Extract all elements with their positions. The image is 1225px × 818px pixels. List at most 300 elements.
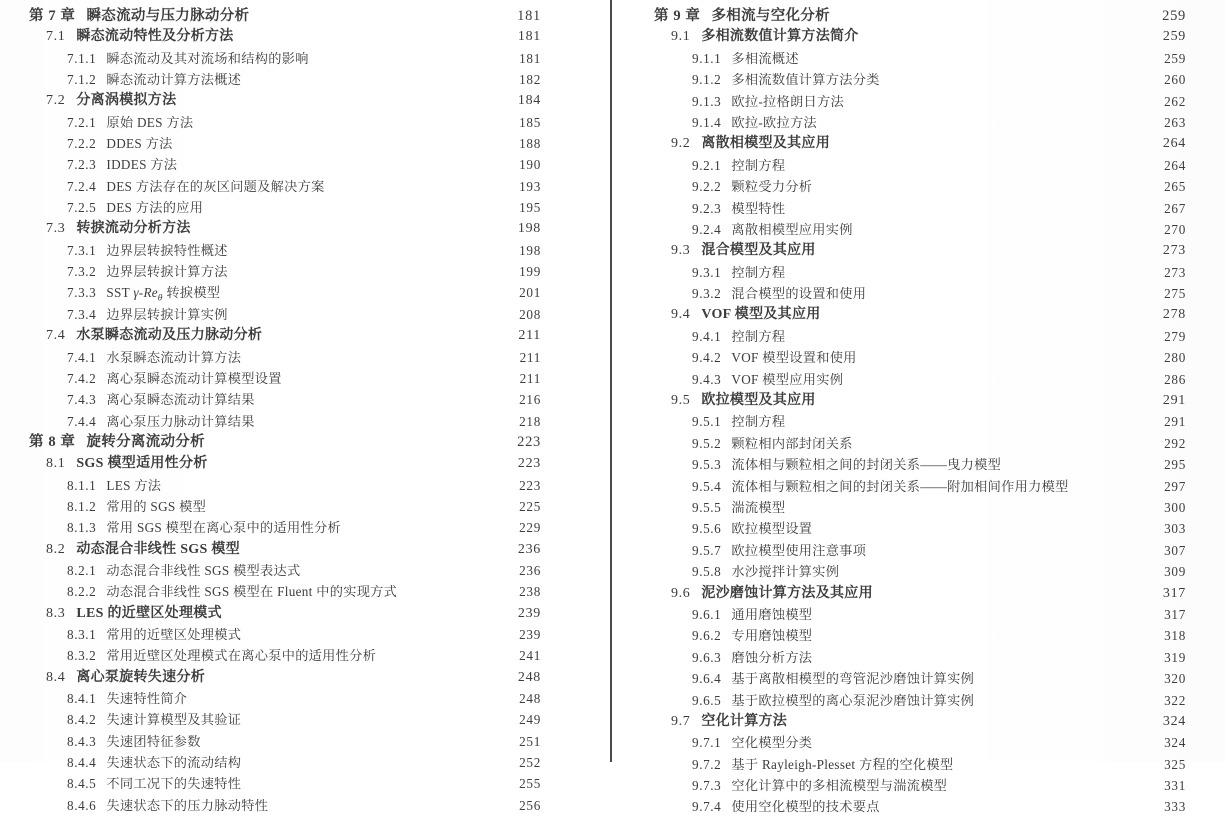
toc-leader-dots (225, 603, 509, 617)
toc-entry-label (67, 304, 228, 325)
toc-entry-label (67, 731, 201, 752)
toc-page-number: 317 (1162, 585, 1186, 601)
toc-leader-dots (842, 563, 1154, 576)
toc-entry-number: 9.6.1 (692, 606, 722, 622)
toc-entry-number: 8.2.2 (67, 584, 97, 600)
toc-entry-label (46, 90, 176, 111)
toc-leader-dots (304, 562, 509, 575)
toc-page-number: 309 (1164, 564, 1186, 580)
toc-entry-label (671, 304, 821, 325)
toc-leader-dots (205, 432, 509, 447)
toc-entry-title: 空化计算方法 (701, 713, 788, 729)
toc-page-number: 223 (517, 434, 541, 451)
toc-entry-number: 9.5.3 (692, 457, 722, 473)
toc-entry[interactable] (654, 91, 1186, 112)
toc-entry-title: 欧拉模型使用注意事项 (731, 542, 867, 558)
toc-entry-label (692, 155, 785, 176)
toc-entry-title: 流体相与颗粒相之间的封闭关系——曳力模型 (731, 457, 1002, 473)
toc-page-number: 292 (1164, 435, 1186, 451)
toc-leader-dots (328, 178, 509, 191)
toc-entry-label (67, 475, 161, 496)
toc-leader-dots (950, 777, 1154, 790)
toc-entry-number: 7.2.2 (67, 136, 97, 152)
toc-entry-number: 9.6.3 (692, 649, 722, 665)
toc-leader-dots (815, 606, 1154, 619)
toc-leader-dots (1004, 456, 1154, 469)
toc-page-number: 295 (1164, 457, 1186, 473)
toc-entry[interactable] (29, 218, 541, 239)
toc-entry-label (67, 154, 177, 175)
toc-entry-number: 8.1.2 (67, 498, 97, 514)
toc-entry-number: 8.2.1 (67, 562, 97, 578)
toc-entry-number: 9.3 (671, 243, 691, 259)
toc-entry-number: 9.4.1 (692, 328, 722, 344)
toc-entry[interactable] (654, 668, 1186, 689)
toc-page-number: 260 (1164, 72, 1186, 88)
toc-entry[interactable] (654, 454, 1186, 475)
toc-page-number: 259 (1162, 7, 1186, 24)
toc-page-number: 181 (519, 50, 541, 66)
toc-page-number: 190 (519, 157, 541, 173)
toc-leader-dots (869, 285, 1154, 298)
toc-leader-dots (856, 221, 1154, 234)
toc-entry-title: 空化计算中的多相流模型与湍流模型 (731, 778, 948, 794)
toc-entry[interactable] (654, 69, 1186, 90)
toc-entry[interactable] (29, 197, 541, 218)
toc-entry-number: 9.6.4 (692, 671, 722, 687)
toc-entry-number: 7.3.3 (67, 285, 97, 301)
toc-entry[interactable] (654, 583, 1186, 604)
toc-leader-dots (258, 391, 509, 404)
toc-entry-number: 9.7.2 (692, 756, 722, 772)
toc-entry-title: 控制方程 (731, 157, 786, 173)
toc-entry-number: 9.2.2 (692, 179, 722, 195)
toc-leader-dots (815, 734, 1154, 747)
toc-entry[interactable] (654, 262, 1186, 283)
toc-entry-label (692, 91, 844, 112)
toc-entry-title: 湍流模型 (731, 499, 786, 515)
toc-entry-number: 9.6 (671, 585, 691, 601)
toc-page-number: 236 (517, 541, 541, 557)
toc-leader-dots (344, 519, 509, 532)
toc-entry[interactable] (29, 475, 541, 496)
toc-entry-number: 8.1 (46, 456, 66, 472)
toc-page-number: 297 (1164, 478, 1186, 494)
toc-entry[interactable] (654, 26, 1186, 47)
toc-leader-dots (820, 114, 1154, 127)
toc-entry[interactable] (29, 176, 541, 197)
toc-page-number: 291 (1162, 393, 1186, 409)
toc-leader-dots (196, 114, 509, 127)
toc-leader-dots (209, 498, 509, 511)
toc-leader-dots (400, 583, 509, 596)
toc-entry-number: 7.4.1 (67, 349, 97, 365)
toc-entry-label (692, 604, 812, 625)
toc-leader-dots (833, 133, 1154, 147)
toc-entry-number: 9.1.1 (692, 50, 722, 66)
toc-entry[interactable] (29, 90, 541, 111)
toc-entry-label (67, 773, 241, 794)
toc-entry[interactable] (654, 647, 1186, 668)
toc-entry-number: 9.5.8 (692, 564, 722, 580)
toc-entry-label (671, 390, 816, 411)
toc-entry[interactable] (654, 283, 1186, 304)
toc-entry[interactable] (29, 240, 541, 261)
toc-entry[interactable] (654, 561, 1186, 582)
toc-entry[interactable] (29, 69, 541, 90)
toc-entry-title: 不同工况下的失速特性 (106, 776, 242, 792)
toc-entry-number: 9.7.3 (692, 778, 722, 794)
toc-entry-title: 边界层转捩计算方法 (106, 264, 228, 280)
toc-entry-title: 原始 DES 方法 (106, 114, 194, 130)
toc-entry-label (692, 690, 974, 711)
toc-entry-title: 离心泵压力脉动计算结果 (106, 413, 255, 429)
toc-page-number: 238 (519, 584, 541, 600)
toc-page-number: 236 (519, 562, 541, 578)
toc-entry-label (692, 347, 857, 368)
toc-entry-number: 8.2 (46, 541, 66, 557)
toc-page-number: 324 (1164, 735, 1186, 751)
toc-entry-label (46, 667, 205, 688)
toc-entry-number: 第 7 章 (29, 7, 76, 24)
toc-entry[interactable] (654, 347, 1186, 368)
toc-entry[interactable] (29, 432, 541, 453)
toc-page-number: 182 (519, 72, 541, 88)
toc-entry-title: 专用磨蚀模型 (731, 628, 813, 644)
toc-entry[interactable] (29, 389, 541, 410)
toc-entry[interactable] (654, 540, 1186, 561)
toc-entry-number: 9.4 (671, 307, 691, 323)
toc-entry-label (67, 389, 255, 410)
toc-entry-title: 控制方程 (731, 328, 786, 344)
toc-entry-label (67, 261, 228, 282)
toc-page-number: 275 (1164, 286, 1186, 302)
toc-entry-number: 9.5.7 (692, 542, 722, 558)
toc-entry-title: 失速特性简介 (106, 691, 188, 706)
toc-entry[interactable] (29, 709, 541, 730)
toc-leader-dots (790, 711, 1154, 725)
toc-entry-number: 9.5.2 (692, 435, 722, 451)
toc-entry[interactable] (654, 176, 1186, 197)
toc-leader-dots (815, 649, 1154, 662)
toc-entry[interactable] (29, 667, 541, 688)
toc-entry-number: 8.1.1 (67, 477, 97, 493)
toc-leader-dots (977, 670, 1154, 683)
toc-entry[interactable] (654, 433, 1186, 454)
toc-entry-title: 瞬态流动特性及分析方法 (76, 29, 234, 45)
toc-entry[interactable] (654, 390, 1186, 411)
toc-leader-dots (164, 476, 509, 489)
toc-entry-number: 7.1 (46, 29, 66, 45)
toc-page-number: 199 (519, 264, 541, 280)
toc-page-number: 259 (1164, 50, 1186, 66)
toc-page-number: 251 (519, 733, 541, 749)
toc-entry-number: 9.7.1 (692, 735, 722, 751)
toc-entry-number: 8.1.3 (67, 520, 97, 536)
toc-leader-dots (179, 90, 509, 104)
toc-entry-number: 9.7.4 (692, 799, 722, 815)
toc-entry[interactable] (654, 198, 1186, 219)
toc-leader-dots (231, 242, 509, 255)
toc-entry[interactable] (29, 624, 541, 645)
toc-entry-number: 7.2 (46, 93, 66, 109)
toc-entry[interactable] (654, 155, 1186, 176)
toc-leader-dots (802, 50, 1154, 63)
toc-entry-label (67, 795, 268, 816)
toc-entry-title: LES 方法 (106, 477, 162, 493)
toc-leader-dots (846, 370, 1154, 383)
toc-entry-number: 8.4.3 (67, 733, 97, 749)
toc-entry-number: 9.4.3 (692, 371, 722, 387)
toc-entry[interactable] (654, 219, 1186, 240)
toc-entry[interactable] (29, 581, 541, 602)
toc-entry[interactable] (654, 240, 1186, 261)
toc-entry-title: SGS 模型适用性分析 (76, 456, 208, 472)
toc-entry[interactable] (654, 5, 1186, 26)
toc-entry-label (46, 218, 191, 239)
toc-page-number: 322 (1164, 692, 1186, 708)
toc-entry-title: VOF 模型设置和使用 (731, 350, 857, 366)
toc-leader-dots (190, 690, 509, 703)
toc-entry-title: DDES 方法 (106, 136, 173, 152)
toc-entry[interactable] (29, 517, 541, 538)
toc-page-number: 259 (1162, 29, 1186, 45)
toc-entry-label (67, 240, 228, 261)
toc-page-number: 241 (519, 648, 541, 664)
toc-entry-number: 8.4.2 (67, 712, 97, 728)
toc-entry-title: 边界层转捩特性概述 (106, 242, 228, 258)
toc-entry-title: 多相流数值计算方法简介 (701, 29, 859, 45)
toc-entry-label (692, 433, 853, 454)
toc-entry-title: 动态混合非线性 SGS 模型 (76, 541, 240, 557)
toc-entry-label (67, 69, 241, 90)
toc-page-number: 267 (1164, 200, 1186, 216)
toc-entry[interactable] (29, 48, 541, 69)
toc-entry-label (692, 48, 799, 69)
toc-entry-title: 欧拉模型设置 (731, 521, 813, 537)
toc-entry-label (692, 561, 839, 582)
toc-entry[interactable] (654, 732, 1186, 753)
toc-entry-title: 瞬态流动计算方法概述 (106, 72, 242, 88)
toc-entry[interactable] (29, 453, 541, 474)
toc-leader-dots (379, 647, 509, 660)
toc-entry-title: 失速状态下的流动结构 (106, 755, 242, 771)
toc-entry-number: 8.4.6 (67, 797, 97, 813)
toc-entry[interactable] (29, 603, 541, 624)
toc-entry[interactable] (29, 539, 541, 560)
toc-entry-title: 空化模型分类 (731, 735, 813, 751)
toc-entry-label (67, 411, 255, 432)
toc-entry[interactable] (654, 48, 1186, 69)
toc-page-number: 208 (519, 306, 541, 322)
toc-page-number: 273 (1164, 264, 1186, 280)
toc-entry[interactable] (654, 326, 1186, 347)
toc-leader-dots (237, 26, 509, 40)
toc-page-number: 333 (1164, 799, 1186, 815)
toc-page-number: 325 (1164, 756, 1186, 772)
toc-page-number: 248 (519, 691, 541, 706)
toc-entry-title: DES 方法的应用 (106, 200, 204, 216)
toc-page-number: 211 (519, 370, 541, 386)
toc-entry[interactable] (29, 411, 541, 432)
toc-entry-title: IDDES 方法 (106, 157, 178, 173)
toc-entry[interactable] (654, 604, 1186, 625)
toc-entry-label (671, 240, 816, 261)
toc-entry[interactable] (29, 261, 541, 282)
toc-entry[interactable] (29, 304, 541, 325)
toc-entry[interactable] (29, 5, 541, 26)
toc-entry[interactable] (29, 325, 541, 346)
toc-entry-number: 7.3.4 (67, 306, 97, 322)
toc-page-number: 239 (519, 626, 541, 642)
toc-entry-label (67, 752, 241, 773)
toc-entry-title: 离心泵旋转失速分析 (76, 669, 206, 685)
toc-entry[interactable] (29, 26, 541, 47)
toc-page-number: 223 (519, 477, 541, 493)
toc-page-number: 278 (1162, 307, 1186, 323)
toc-entry-title: 离散相模型及其应用 (701, 136, 831, 152)
toc-entry-number: 9.5.4 (692, 478, 722, 494)
toc-entry-label (46, 325, 262, 346)
toc-entry-number: 第 8 章 (29, 434, 76, 451)
toc-entry-title: LES 的近壁区处理模式 (76, 605, 222, 621)
toc-page-number: 216 (519, 392, 541, 408)
toc-entry-number: 9.4.2 (692, 350, 722, 366)
toc-entry[interactable] (654, 133, 1186, 154)
toc-entry[interactable] (654, 690, 1186, 711)
toc-entry[interactable] (29, 773, 541, 794)
toc-entry-number: 9.3.1 (692, 264, 722, 280)
toc-entry[interactable] (654, 625, 1186, 646)
toc-entry-title: 离心泵瞬态流动计算结果 (106, 392, 255, 408)
toc-entry-label (29, 6, 249, 27)
toc-entry-number: 8.3.1 (67, 626, 97, 642)
toc-leader-dots (249, 5, 509, 20)
toc-page-number: 262 (1164, 93, 1186, 109)
toc-entry-label (692, 112, 817, 133)
toc-entry-title: 混合模型的设置和使用 (731, 286, 867, 302)
toc-entry[interactable] (29, 154, 541, 175)
toc-leader-dots (243, 539, 509, 553)
toc-entry-title: DES 方法存在的灰区问题及解决方案 (106, 178, 325, 194)
toc-entry-title: 基于欧拉模型的离心泵泥沙磨蚀计算实例 (731, 692, 975, 708)
toc-entry-title: 多相流与空化分析 (711, 7, 830, 24)
toc-entry-label (67, 368, 282, 389)
toc-entry-number: 7.3.2 (67, 264, 97, 280)
toc-entry-number: 7.2.5 (67, 200, 97, 216)
toc-entry[interactable] (654, 711, 1186, 732)
toc-entry[interactable] (29, 795, 541, 816)
toc-page-number: 225 (519, 498, 541, 514)
toc-entry[interactable] (654, 304, 1186, 325)
toc-leader-dots (819, 240, 1154, 254)
toc-leader-dots (824, 304, 1154, 318)
toc-leader-dots (788, 157, 1154, 170)
toc-entry-number: 7.4.4 (67, 413, 97, 429)
toc-page-number: 279 (1164, 328, 1186, 344)
toc-entry-title: 动态混合非线性 SGS 模型表达式 (106, 562, 301, 578)
toc-entry-title: 欧拉模型及其应用 (701, 393, 816, 409)
toc-entry[interactable] (654, 369, 1186, 390)
toc-entry[interactable] (654, 775, 1186, 796)
toc-entry[interactable] (29, 368, 541, 389)
toc-entry-number: 8.4.5 (67, 776, 97, 792)
toc-entry-number: 9.2 (671, 136, 691, 152)
toc-leader-dots (1072, 477, 1154, 490)
toc-entry[interactable] (29, 282, 541, 303)
toc-entry-number: 9.2.4 (692, 221, 722, 237)
toc-leader-dots (206, 199, 509, 212)
toc-entry[interactable] (29, 688, 541, 709)
toc-entry-label (67, 496, 206, 517)
toc-entry-label (692, 369, 843, 390)
toc-leader-dots (883, 798, 1154, 811)
toc-entry-title: 常用近壁区处理模式在离心泵中的适用性分析 (106, 648, 377, 664)
toc-leader-dots (244, 754, 509, 767)
toc-page-number: 195 (519, 200, 541, 216)
toc-entry-label (46, 603, 222, 624)
toc-leader-dots (244, 711, 509, 724)
toc-leader-dots (883, 71, 1154, 84)
toc-entry[interactable] (29, 496, 541, 517)
toc-leader-dots (231, 263, 509, 276)
toc-entry[interactable] (29, 731, 541, 752)
toc-entry-title: 转捩流动分析方法 (76, 221, 191, 237)
toc-entry-number: 7.4 (46, 328, 66, 344)
toc-entry[interactable] (29, 133, 541, 154)
toc-entry-label (67, 688, 187, 709)
toc-entry-number: 7.2.1 (67, 114, 97, 130)
toc-entry[interactable] (654, 112, 1186, 133)
toc-entry[interactable] (29, 752, 541, 773)
toc-leader-dots (956, 755, 1154, 768)
toc-entry-label (46, 539, 240, 560)
toc-entry-number: 7.2.4 (67, 178, 97, 194)
toc-entry[interactable] (654, 796, 1186, 817)
toc-entry[interactable] (654, 754, 1186, 775)
toc-entry-number: 8.4 (46, 669, 66, 685)
toc-entry-title: 离散相模型应用实例 (731, 221, 853, 237)
toc-entry-title: 欧拉-拉格朗日方法 (731, 93, 844, 109)
toc-leader-dots (244, 71, 509, 84)
toc-entry-title: 旋转分离流动分析 (86, 434, 205, 451)
toc-entry[interactable] (29, 645, 541, 666)
toc-entry[interactable] (29, 560, 541, 581)
toc-column-left (0, 0, 611, 813)
toc-entry-label (692, 69, 880, 90)
toc-entry-title: 失速团特征参数 (106, 733, 201, 749)
toc-entry-title: 控制方程 (731, 264, 786, 280)
toc-entry-label (67, 581, 397, 602)
toc-entry-label (692, 476, 1069, 497)
toc-entry-label (692, 732, 812, 753)
toc-entry[interactable] (654, 518, 1186, 539)
toc-entry[interactable] (29, 347, 541, 368)
toc-entry-label (671, 26, 859, 47)
toc-entry-number: 9.2.1 (692, 157, 722, 173)
toc-page-number: 286 (1164, 371, 1186, 387)
toc-leader-dots (231, 306, 509, 319)
toc-entry-title: 失速状态下的压力脉动特性 (106, 797, 269, 813)
toc-entry-label (67, 197, 203, 218)
toc-entry[interactable] (654, 411, 1186, 432)
toc-leader-dots (788, 199, 1154, 212)
toc-entry[interactable] (29, 112, 541, 133)
toc-entry-label (67, 645, 376, 666)
toc-entry[interactable] (654, 476, 1186, 497)
toc-leader-dots (788, 499, 1154, 512)
toc-entry[interactable] (654, 497, 1186, 518)
